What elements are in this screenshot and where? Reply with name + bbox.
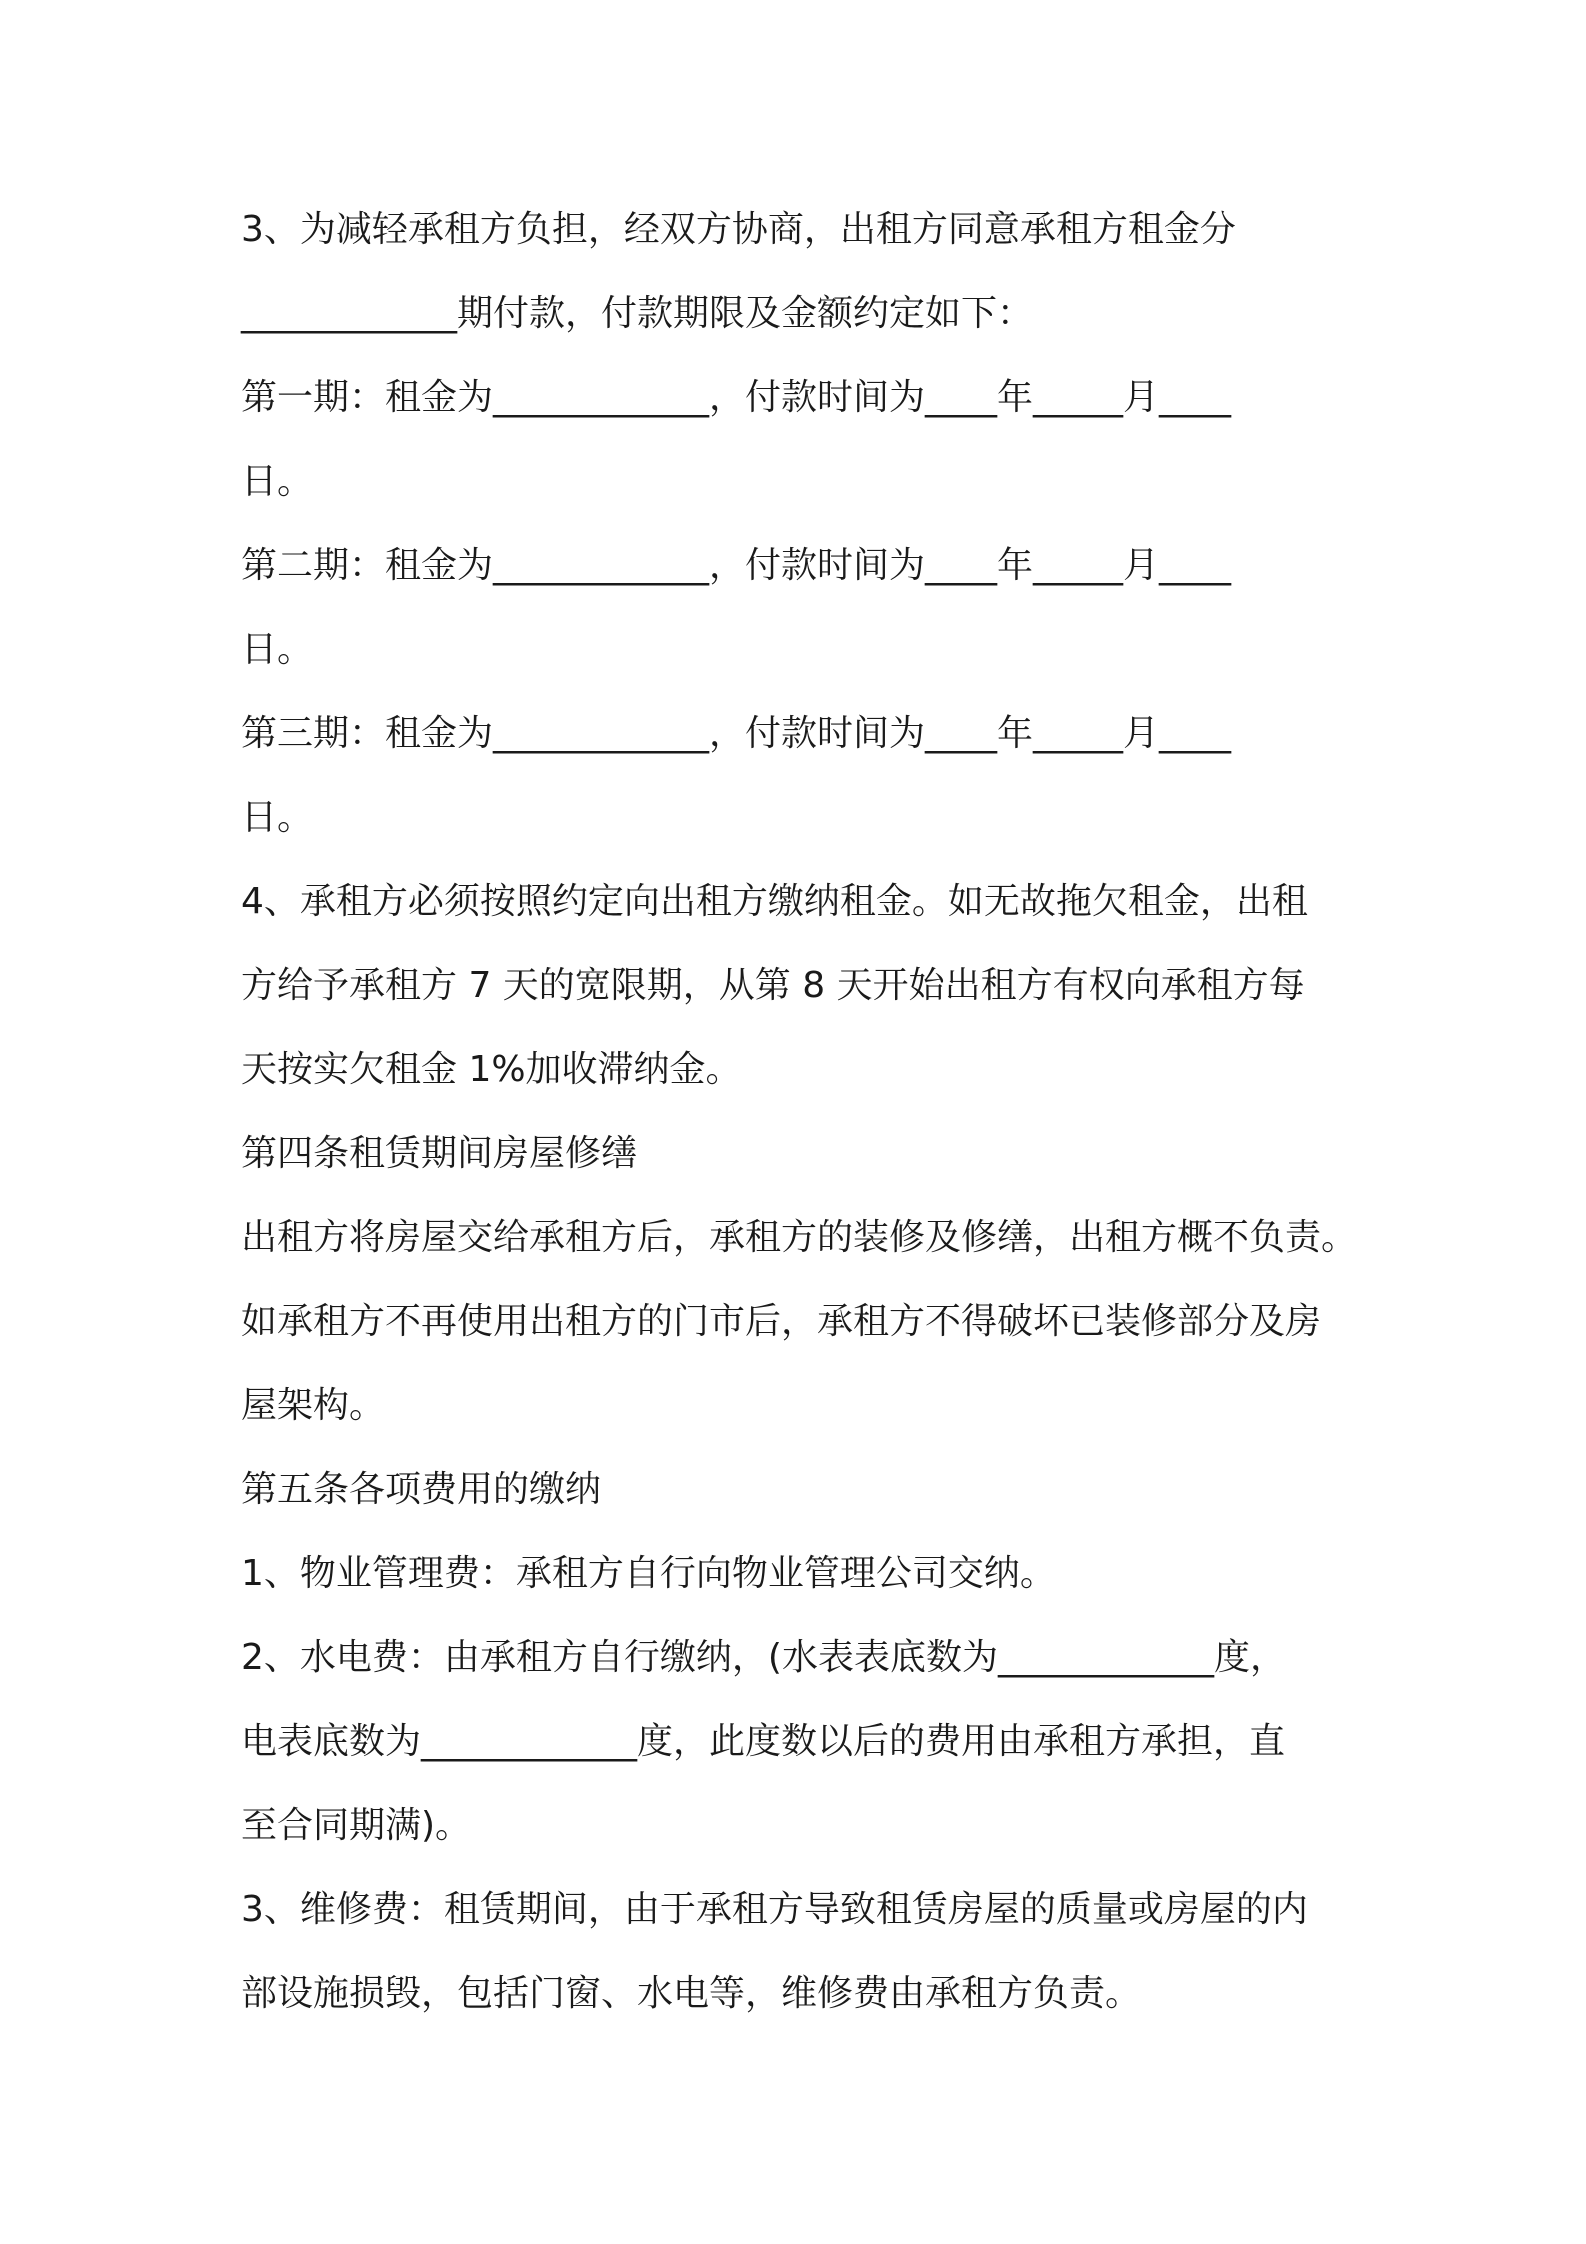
paragraph-line: 日。 bbox=[241, 629, 314, 670]
paragraph-line: 3、为减轻承租方负担，经双方协商，出租方同意承租方租金分 bbox=[241, 209, 1236, 250]
section-heading: 第四条租赁期间房屋修缮 bbox=[241, 1133, 638, 1174]
section-heading: 第五条各项费用的缴纳 bbox=[241, 1469, 602, 1510]
paragraph-line: 出租方将房屋交给承租方后，承租方的装修及修缮，出租方概不负责。 bbox=[241, 1217, 1358, 1258]
paragraph-line: 方给予承租方 7 天的宽限期，从第 8 天开始出租方有权向承租方每 bbox=[241, 965, 1305, 1006]
paragraph-line: 电表底数为____________度，此度数以后的费用由承租方承担，直 bbox=[241, 1721, 1286, 1762]
paragraph-line: 第三期：租金为____________，付款时间为____年_____月____ bbox=[241, 713, 1232, 754]
paragraph-line: 3、维修费：租赁期间，由于承租方导致租赁房屋的质量或房屋的内 bbox=[241, 1889, 1308, 1930]
paragraph-line: 部设施损毁，包括门窗、水电等，维修费由承租方负责。 bbox=[241, 1973, 1142, 2014]
paragraph-line: ____________期付款，付款期限及金额约定如下： bbox=[241, 293, 1034, 334]
paragraph-line: 第一期：租金为____________，付款时间为____年_____月____ bbox=[241, 377, 1232, 418]
paragraph-line: 日。 bbox=[241, 461, 314, 502]
paragraph-line: 屋架构。 bbox=[241, 1385, 386, 1426]
paragraph-line: 天按实欠租金 1%加收滞纳金。 bbox=[241, 1049, 742, 1090]
paragraph-line: 如承租方不再使用出租方的门市后，承租方不得破坏已装修部分及房 bbox=[241, 1301, 1322, 1342]
paragraph-line: 1、物业管理费：承租方自行向物业管理公司交纳。 bbox=[241, 1553, 1056, 1594]
paragraph-line: 日。 bbox=[241, 797, 314, 838]
paragraph-line: 至合同期满)。 bbox=[241, 1805, 472, 1846]
paragraph-line: 第二期：租金为____________，付款时间为____年_____月____ bbox=[241, 545, 1232, 586]
paragraph-line: 2、水电费：由承租方自行缴纳，(水表表底数为____________度， bbox=[241, 1637, 1286, 1678]
paragraph-line: 4、承租方必须按照约定向出租方缴纳租金。如无故拖欠租金，出租 bbox=[241, 881, 1308, 922]
